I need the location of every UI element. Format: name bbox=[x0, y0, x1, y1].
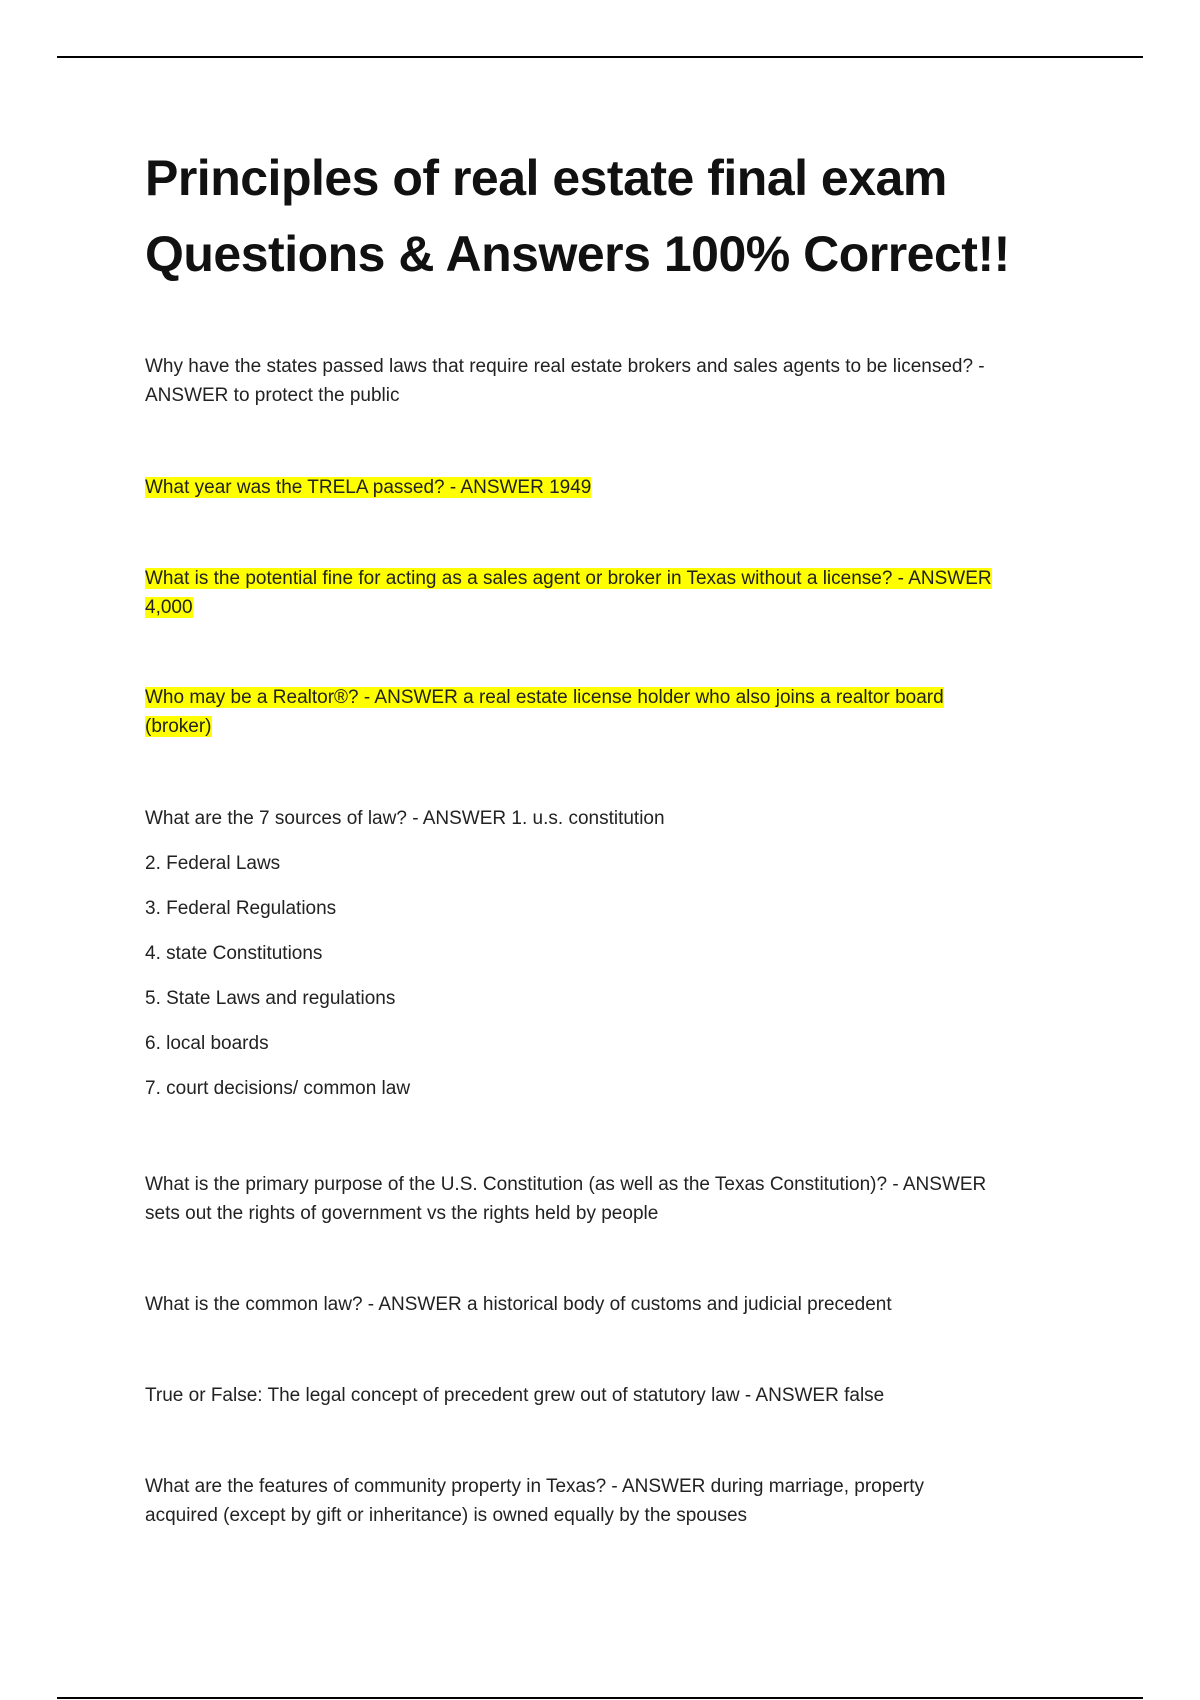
qa-item-common-law bbox=[145, 1290, 892, 1319]
qa-item-constitution-purpose bbox=[145, 1170, 986, 1228]
question-text: Why have the states passed laws that require real estate brokers and sales agents to be licensed? - bbox=[145, 356, 985, 377]
list-item: 5. State Laws and regulations bbox=[145, 988, 396, 1009]
title-line-2: Questions & Answers 100% Correct!! bbox=[145, 226, 1010, 282]
qa-item-sources-of-law bbox=[145, 804, 665, 1103]
highlighted-question: Who may be a Realtor®? - ANSWER a real estate license holder who also joins a realtor board bbox=[145, 687, 944, 708]
qa-item-precedent bbox=[145, 1381, 884, 1410]
qa-item-community-property bbox=[145, 1472, 924, 1530]
qa-item-licensing bbox=[145, 352, 985, 410]
qa-item-fine bbox=[145, 564, 992, 622]
list-item: 6. local boards bbox=[145, 1033, 269, 1054]
question-text: What is the common law? - ANSWER a historical body of customs and judicial precedent bbox=[145, 1294, 892, 1315]
highlighted-answer: (broker) bbox=[145, 716, 212, 737]
question-text: What are the features of community property in Texas? - ANSWER during marriage, property bbox=[145, 1476, 924, 1497]
list-item: 2. Federal Laws bbox=[145, 853, 281, 874]
top-rule bbox=[57, 56, 1143, 58]
list-item: 7. court decisions/ common law bbox=[145, 1078, 411, 1099]
document-body bbox=[145, 140, 1045, 1526]
question-text: What are the 7 sources of law? - ANSWER 1. u.s. constitution bbox=[145, 808, 665, 829]
list-item: 3. Federal Regulations bbox=[145, 898, 337, 919]
document-title bbox=[145, 140, 1045, 292]
question-text: What is the primary purpose of the U.S. Constitution (as well as the Texas Constitution)? - ANSWER bbox=[145, 1174, 987, 1195]
highlighted-text: What year was the TRELA passed? - ANSWER 1949 bbox=[145, 477, 592, 498]
answer-text: acquired (except by gift or inheritance) is owned equally by the spouses bbox=[145, 1505, 748, 1526]
list-item: 4. state Constitutions bbox=[145, 943, 323, 964]
answer-text: sets out the rights of government vs the rights held by people bbox=[145, 1203, 659, 1224]
qa-item-realtor bbox=[145, 683, 944, 741]
title-line-1: Principles of real estate final exam bbox=[145, 150, 947, 206]
highlighted-answer: 4,000 bbox=[145, 597, 193, 618]
qa-item-trela-year bbox=[145, 473, 591, 502]
answer-text: ANSWER to protect the public bbox=[145, 385, 400, 406]
highlighted-question: What is the potential fine for acting as a sales agent or broker in Texas without a license? - ANSWER bbox=[145, 568, 992, 589]
question-text: True or False: The legal concept of precedent grew out of statutory law - ANSWER false bbox=[145, 1385, 885, 1406]
bottom-rule bbox=[57, 1697, 1143, 1699]
